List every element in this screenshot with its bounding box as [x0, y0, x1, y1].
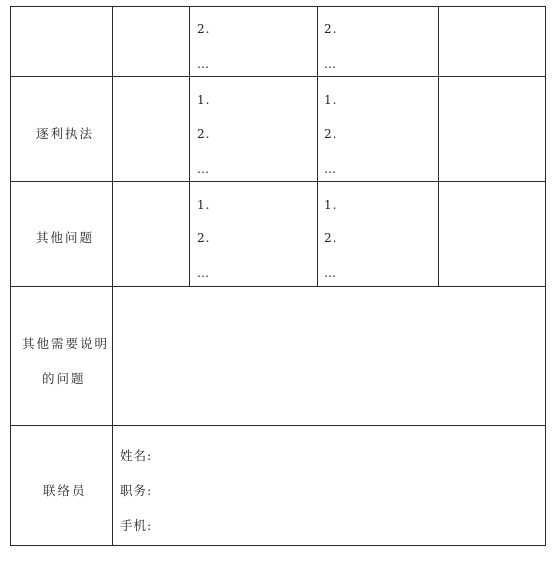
row2-col4-item-2: 2. — [324, 127, 338, 141]
row2-col3-ellipsis: … — [197, 162, 210, 176]
row1-col4-item-2: 2. — [324, 22, 338, 36]
row2-col3-item-2: 2. — [197, 127, 211, 141]
row3-col4-item-1: 1. — [324, 198, 338, 212]
liaison-phone-field: 手机: — [120, 518, 153, 533]
row-label-profit-enforcement: 逐利执法 — [36, 126, 95, 141]
liaison-title-field: 职务: — [120, 483, 153, 498]
row-label-other-notes-line2: 的问题 — [42, 371, 86, 386]
row2-col3-item-1: 1. — [197, 93, 211, 107]
row3-col3-ellipsis: … — [197, 266, 210, 280]
table-left-border — [10, 6, 11, 546]
row1-col4-ellipsis: … — [324, 57, 337, 71]
row-divider-1 — [10, 76, 546, 77]
row3-col3-item-2: 2. — [197, 231, 211, 245]
table-top-border — [10, 6, 546, 7]
col-divider-2 — [189, 6, 190, 287]
row3-col3-item-1: 1. — [197, 198, 211, 212]
row-divider-4 — [10, 425, 546, 426]
col-divider-3 — [317, 6, 318, 287]
col-divider-4 — [438, 6, 439, 287]
table-right-border — [545, 6, 546, 546]
row-label-other-notes-line1: 其他需要说明 — [22, 336, 110, 351]
table-bottom-border — [10, 545, 546, 546]
row-divider-3 — [10, 286, 546, 287]
row-divider-2 — [10, 181, 546, 182]
row1-col3-item-2: 2. — [197, 22, 211, 36]
row-label-liaison: 联络员 — [43, 483, 87, 498]
row2-col4-item-1: 1. — [324, 93, 338, 107]
row1-col3-ellipsis: … — [197, 57, 210, 71]
row3-col4-ellipsis: … — [324, 266, 337, 280]
row-label-other-issues: 其他问题 — [36, 230, 95, 245]
row2-col4-ellipsis: … — [324, 162, 337, 176]
row3-col4-item-2: 2. — [324, 231, 338, 245]
liaison-name-field: 姓名: — [120, 448, 153, 463]
col-divider-1 — [112, 6, 113, 546]
